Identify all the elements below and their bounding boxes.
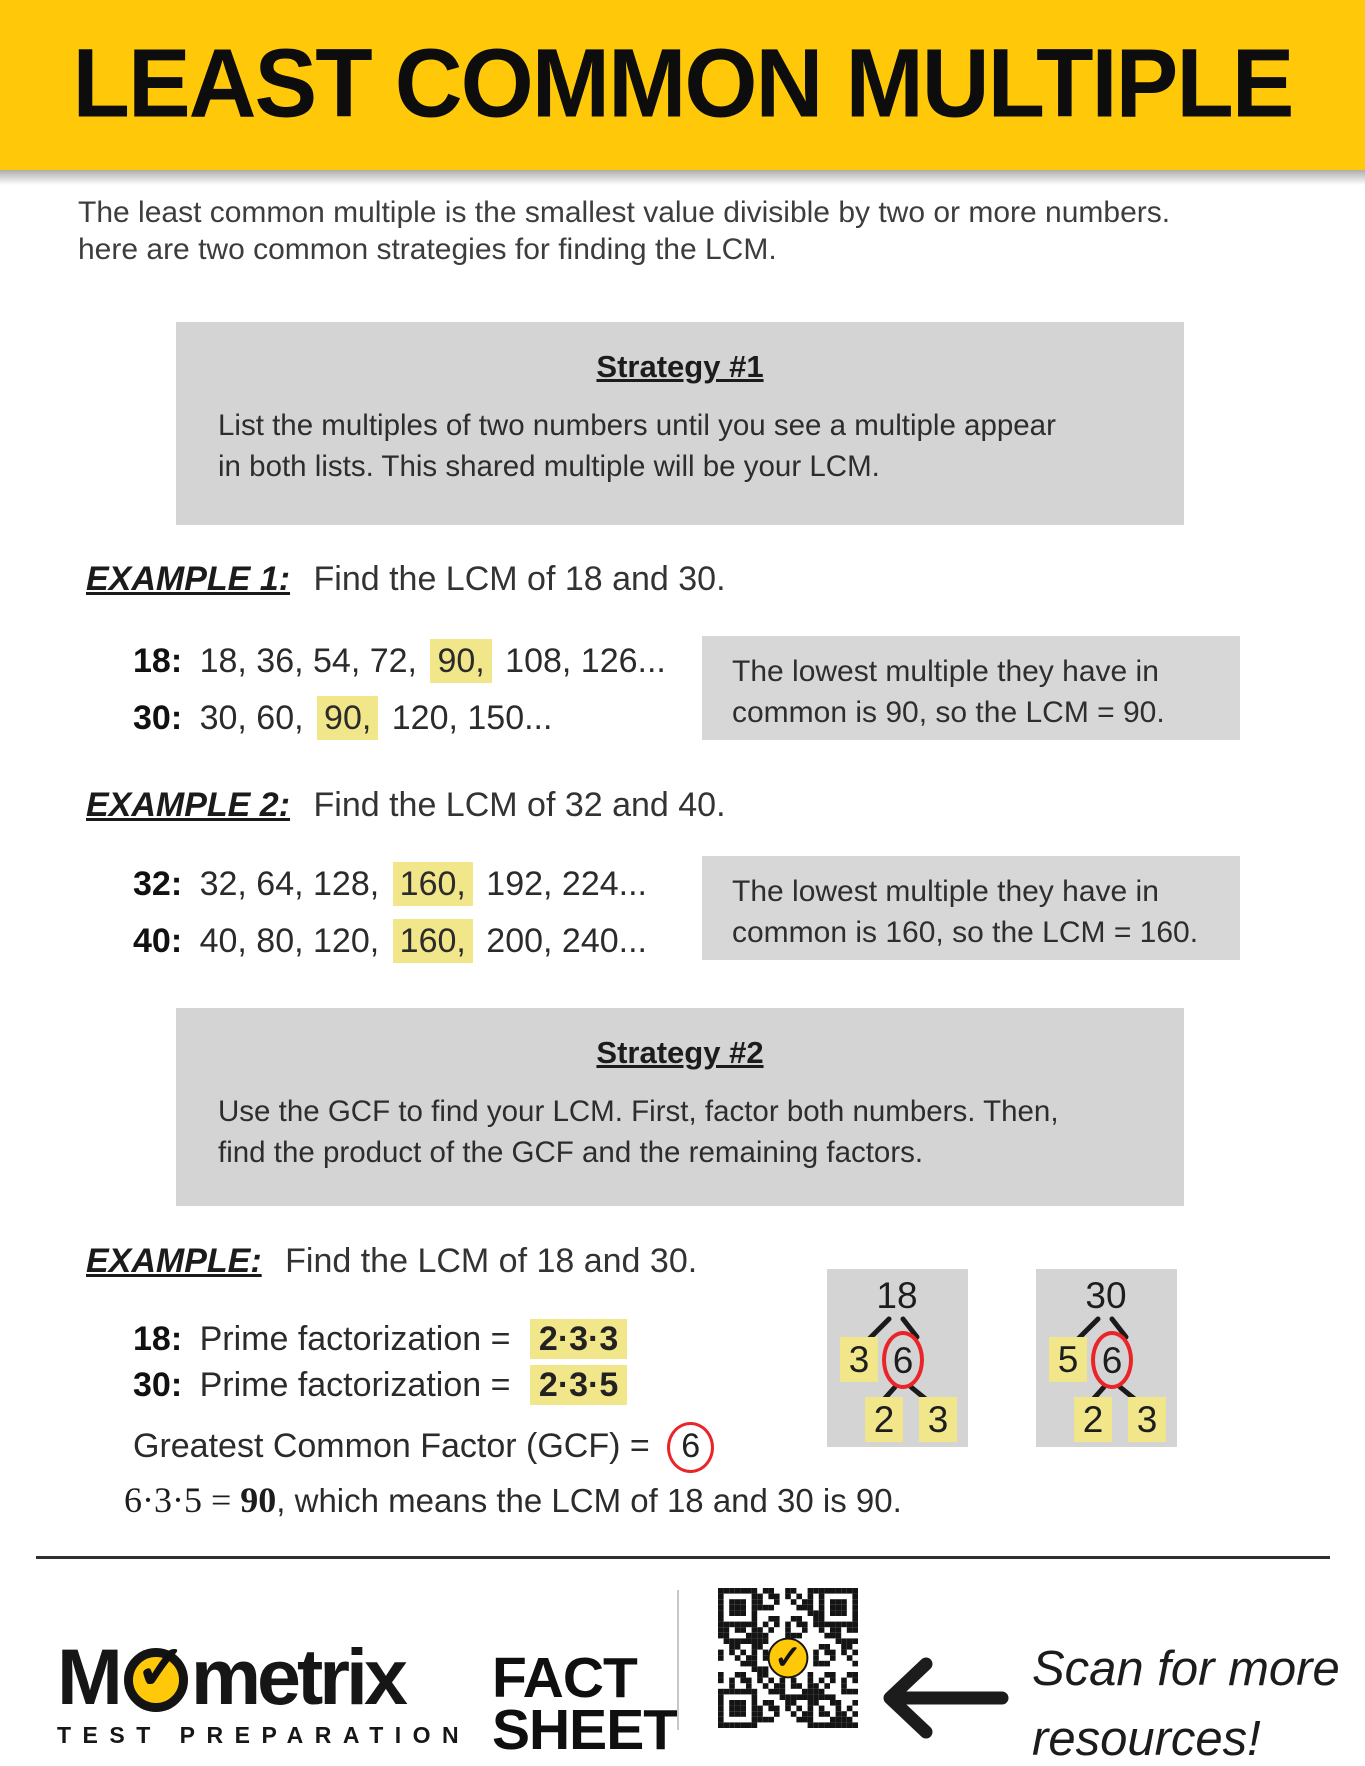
note-line-2: common is 90, so the LCM = 90. <box>732 696 1165 729</box>
gcf-value-circled: 6 <box>667 1422 714 1473</box>
gcf-row <box>133 1422 714 1473</box>
tree-leaf-highlighted: 2 <box>865 1397 903 1442</box>
multiples-row-32 <box>133 865 647 904</box>
strategy-2-body-line-2: find the product of the GCF and the remaining factors. <box>218 1136 924 1169</box>
qr-center-check-icon: ✓ <box>774 1639 802 1677</box>
tree-factor-circled: 6 <box>1091 1331 1133 1389</box>
check-icon: ✓ <box>134 1634 187 1703</box>
gcf-text: Greatest Common Factor (GCF) = <box>133 1427 650 1465</box>
row-label: 40: <box>133 922 183 960</box>
strategy-1-box <box>176 322 1184 525</box>
mometrix-logo <box>57 1632 471 1749</box>
tree-root: 30 <box>1085 1275 1127 1316</box>
example-3-label: EXAMPLE: <box>86 1242 262 1280</box>
pf-text: Prime factorization = <box>199 1320 511 1358</box>
example-3-prompt: Find the LCM of 18 and 30. <box>285 1242 698 1280</box>
prime-factorization-18 <box>133 1320 627 1359</box>
row-values: 120, 150... <box>391 699 553 737</box>
scan-line-2: resources! <box>1032 1712 1261 1766</box>
conclusion-row <box>124 1479 902 1521</box>
brand-circle-icon <box>124 1634 188 1712</box>
strategy-1-title: Strategy #1 <box>596 349 764 384</box>
row-values: 108, 126... <box>505 642 666 680</box>
prime-factorization-30 <box>133 1366 627 1405</box>
row-values: 18, 36, 54, 72, <box>199 642 417 680</box>
note-line-2: common is 160, so the LCM = 160. <box>732 916 1199 949</box>
row-label: 30: <box>133 1366 183 1404</box>
conclusion-math: 6·3·5 = <box>124 1480 241 1520</box>
row-values: 200, 240... <box>486 922 647 960</box>
example-1-label: EXAMPLE 1: <box>86 560 291 598</box>
example-2-heading <box>86 786 726 825</box>
intro-text <box>78 194 1170 268</box>
intro-line-2: here are two common strategies for finding the LCM. <box>78 233 777 266</box>
example-2-note-box <box>702 856 1240 960</box>
multiples-row-40 <box>133 922 647 961</box>
fact-sheet-line-1: FACT <box>492 1646 637 1710</box>
conclusion-math-result: 90 <box>240 1480 277 1520</box>
row-values: 40, 80, 120, <box>199 922 380 960</box>
example-1-note-box <box>702 636 1240 740</box>
tree-factor-highlighted: 3 <box>840 1337 878 1382</box>
tree-leaf-highlighted: 3 <box>919 1397 957 1442</box>
factor-tree-30 <box>1036 1269 1177 1447</box>
strategy-1-body-line-2: in both lists. This shared multiple will be your LCM. <box>218 450 880 483</box>
row-label: 18: <box>133 1320 183 1358</box>
brand-subtitle: TEST PREPARATION <box>57 1722 471 1748</box>
row-label: 18: <box>133 642 183 680</box>
strategy-2-body-line-1: Use the GCF to find your LCM. First, factor both numbers. Then, <box>218 1095 1059 1128</box>
conclusion-text: , which means the LCM of 18 and 30 is 90. <box>276 1482 902 1519</box>
example-1-prompt: Find the LCM of 18 and 30. <box>313 560 726 598</box>
pf-value-highlighted: 2·3·3 <box>530 1319 627 1359</box>
brand-rest: metrix <box>190 1632 404 1721</box>
qr-code <box>718 1588 858 1728</box>
example-2-prompt: Find the LCM of 32 and 40. <box>313 786 726 824</box>
row-label: 32: <box>133 865 183 903</box>
pf-value-highlighted: 2·3·5 <box>530 1365 627 1405</box>
multiples-row-30 <box>133 699 552 738</box>
strategy-2-box <box>176 1008 1184 1206</box>
scan-line-1: Scan for more <box>1032 1642 1340 1696</box>
fact-sheet-label <box>492 1646 678 1762</box>
strategy-1-body <box>218 405 1184 487</box>
row-values: 32, 64, 128, <box>199 865 380 903</box>
tree-leaf-highlighted: 2 <box>1074 1397 1112 1442</box>
intro-line-1: The least common multiple is the smallest value divisible by two or more numbers. <box>78 196 1171 229</box>
strategy-1-body-line-1: List the multiples of two numbers until you see a multiple appear <box>218 409 1056 442</box>
tree-factor-highlighted: 5 <box>1049 1337 1087 1382</box>
banner-shadow <box>0 170 1365 185</box>
example-1-heading <box>86 560 726 599</box>
footer-divider-rule <box>36 1556 1330 1559</box>
row-values: 30, 60, <box>199 699 304 737</box>
arrow-left-icon <box>874 1650 1010 1746</box>
row-label: 30: <box>133 699 183 737</box>
footer-vertical-divider <box>677 1590 679 1730</box>
tree-leaf-highlighted: 3 <box>1128 1397 1166 1442</box>
banner <box>0 0 1365 170</box>
example-2-label: EXAMPLE 2: <box>86 786 291 824</box>
strategy-2-body <box>218 1091 1184 1173</box>
tree-root: 18 <box>876 1275 918 1316</box>
highlighted-multiple: 160, <box>393 919 473 963</box>
fact-sheet-line-2: SHEET <box>492 1698 678 1762</box>
tree-factor-circled: 6 <box>882 1331 924 1389</box>
note-line-1: The lowest multiple they have in <box>732 655 1159 688</box>
multiples-row-18 <box>133 642 666 681</box>
note-line-1: The lowest multiple they have in <box>732 875 1159 908</box>
highlighted-multiple: 90, <box>430 639 491 683</box>
brand-m: M <box>57 1632 119 1721</box>
example-3-heading <box>86 1242 697 1281</box>
strategy-2-title: Strategy #2 <box>596 1035 764 1070</box>
scan-caption <box>1032 1634 1340 1766</box>
factor-tree-18 <box>827 1269 968 1447</box>
page-title: LEAST COMMON MULTIPLE <box>72 28 1293 138</box>
highlighted-multiple: 90, <box>317 696 378 740</box>
pf-text: Prime factorization = <box>199 1366 511 1404</box>
highlighted-multiple: 160, <box>393 862 473 906</box>
row-values: 192, 224... <box>486 865 647 903</box>
